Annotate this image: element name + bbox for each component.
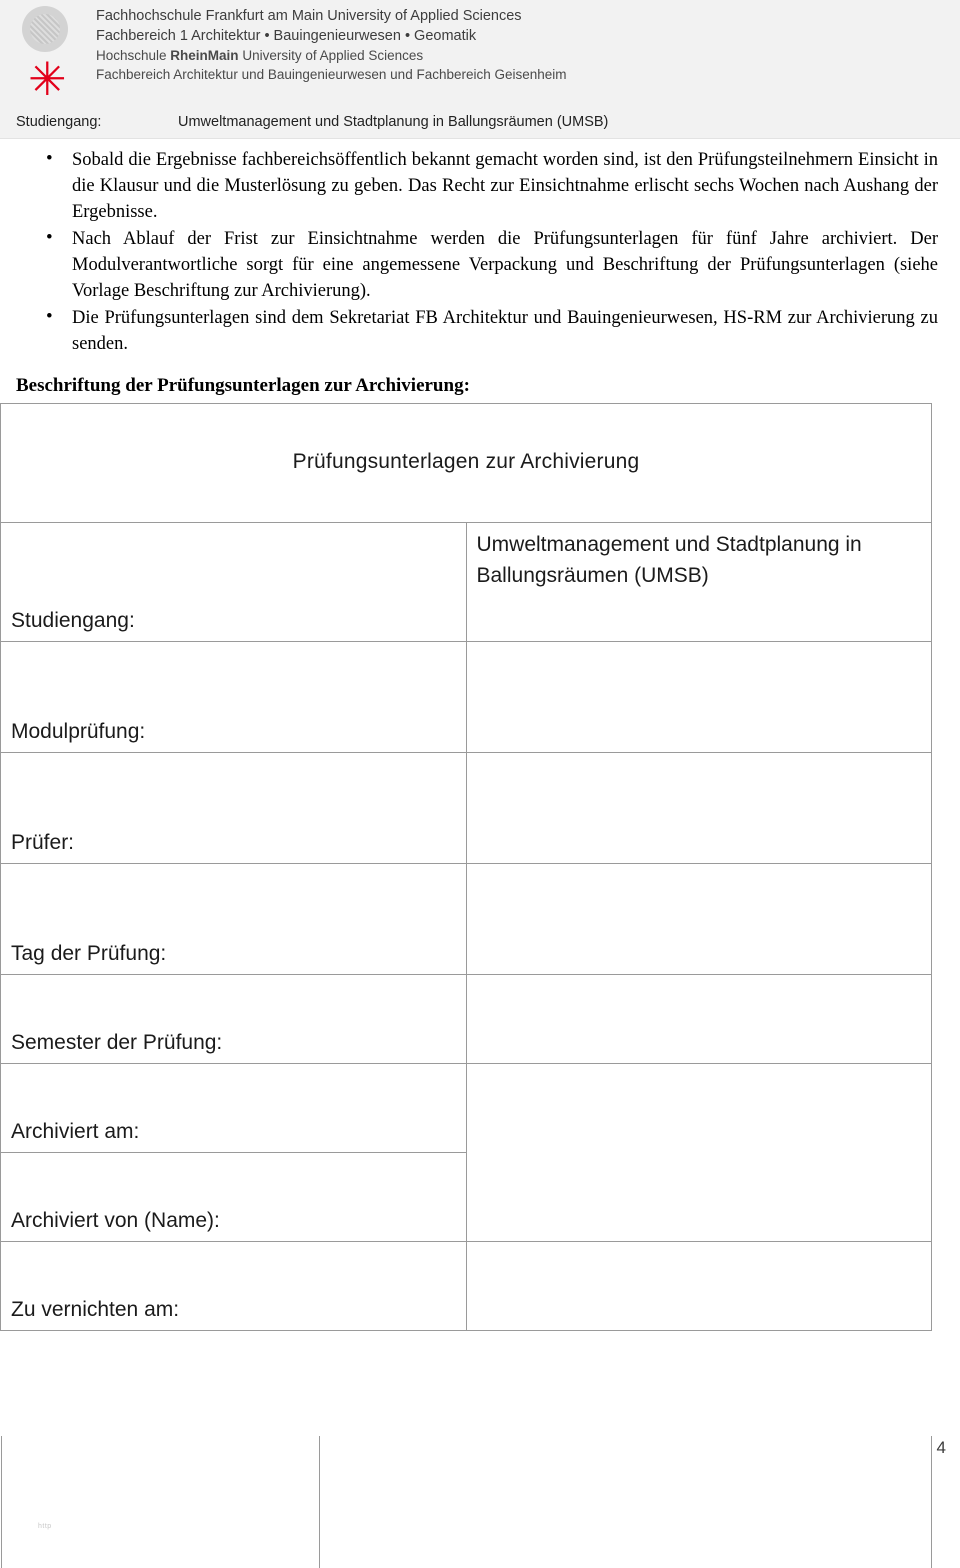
field-value-tag-der-pruefung[interactable]: [466, 864, 932, 975]
table-row: [1, 1064, 932, 1153]
form-title: Prüfungsunterlagen zur Archivierung: [1, 404, 932, 523]
rheinmain-star-icon: ✳: [28, 52, 67, 106]
field-label-zu-vernichten-am: Zu vernichten am:: [1, 1242, 467, 1331]
section-heading: Beschriftung der Prüfungsunterlagen zur Archivierung:: [16, 375, 470, 396]
field-value-zu-vernichten-am[interactable]: [466, 1242, 932, 1331]
header-line-3: [96, 46, 952, 65]
header-text-block: [96, 6, 952, 84]
header-line-3-suffix: University of Applied Sciences: [238, 48, 424, 63]
field-label-semester-der-pruefung: Semester der Prüfung:: [1, 975, 467, 1064]
field-value-semester-der-pruefung[interactable]: [466, 975, 932, 1064]
page-footer: [0, 1436, 960, 1568]
field-label-tag-der-pruefung: Tag der Prüfung:: [1, 864, 467, 975]
table-border-right: [931, 1436, 932, 1568]
field-label-pruefer: Prüfer:: [1, 753, 467, 864]
field-value-studiengang[interactable]: Umweltmanagement und Stadtplanung in Ballungsräumen (UMSB): [466, 523, 932, 642]
watermark-text: http: [38, 1523, 52, 1530]
table-border-middle: [319, 1436, 320, 1568]
table-row: [1, 753, 932, 864]
header-line-4: Fachbereich Architektur und Bauingenieurwesen und Fachbereich Geisenheim: [96, 67, 567, 82]
list-item: • Sobald die Ergebnisse fachbereichsöffentlich bekannt gemacht worden sind, ist den Prüfungsteilnehmern Einsicht in die Klausur und die Musterlösung zu geben. Das Recht zur Einsichtnahme erlischt sechs Wochen nach Aushang der Ergebnisse.: [46, 147, 938, 225]
field-value-archiviert-am[interactable]: [466, 1064, 932, 1242]
header-line-3-strong: RheinMain: [170, 48, 239, 63]
archival-label-form: [0, 403, 932, 1331]
table-row: [1, 523, 932, 642]
field-label-studiengang: Studiengang:: [1, 523, 467, 642]
table-border-left: [1, 1436, 2, 1568]
list-item: • Die Prüfungsunterlagen sind dem Sekretariat FB Architektur und Bauingenieurwesen, HS-RM zur Archivierung zu senden.: [46, 305, 938, 357]
header-line-3-prefix: Hochschule: [96, 48, 171, 63]
document-header: [0, 0, 960, 112]
field-value-pruefer[interactable]: [466, 753, 932, 864]
field-label-archiviert-am: Archiviert am:: [1, 1064, 467, 1153]
header-line-1: Fachhochschule Frankfurt am Main University of Applied Sciences: [96, 8, 522, 24]
table-row: [1, 975, 932, 1064]
studiengang-strip: [0, 112, 960, 139]
list-item: • Nach Ablauf der Frist zur Einsichtnahme werden die Prüfungsunterlagen für fünf Jahre archiviert. Der Modulverantwortliche sorgt für eine angemessene Verpackung und Beschriftung der Prüfungsunterlagen (siehe Vorlage Beschriftung zur Archivierung).: [46, 226, 938, 304]
studiengang-strip-value: Umweltmanagement und Stadtplanung in Ballungsräumen (UMSB): [178, 114, 609, 130]
field-label-modulpruefung: Modulprüfung:: [1, 642, 467, 753]
table-row-title: [1, 404, 932, 523]
table-row: [1, 642, 932, 753]
fh-frankfurt-seal-icon: [22, 6, 68, 52]
field-value-modulpruefung[interactable]: [466, 642, 932, 753]
field-label-archiviert-von: Archiviert von (Name):: [1, 1153, 467, 1242]
institution-logos: [14, 4, 86, 108]
table-row: [1, 864, 932, 975]
studiengang-strip-label: Studiengang:: [16, 114, 102, 130]
table-row: [1, 1242, 932, 1331]
page-number: 4: [936, 1438, 946, 1457]
rules-bullet-list: [0, 147, 960, 357]
header-line-2: Fachbereich 1 Architektur • Bauingenieurwesen • Geomatik: [96, 28, 477, 44]
